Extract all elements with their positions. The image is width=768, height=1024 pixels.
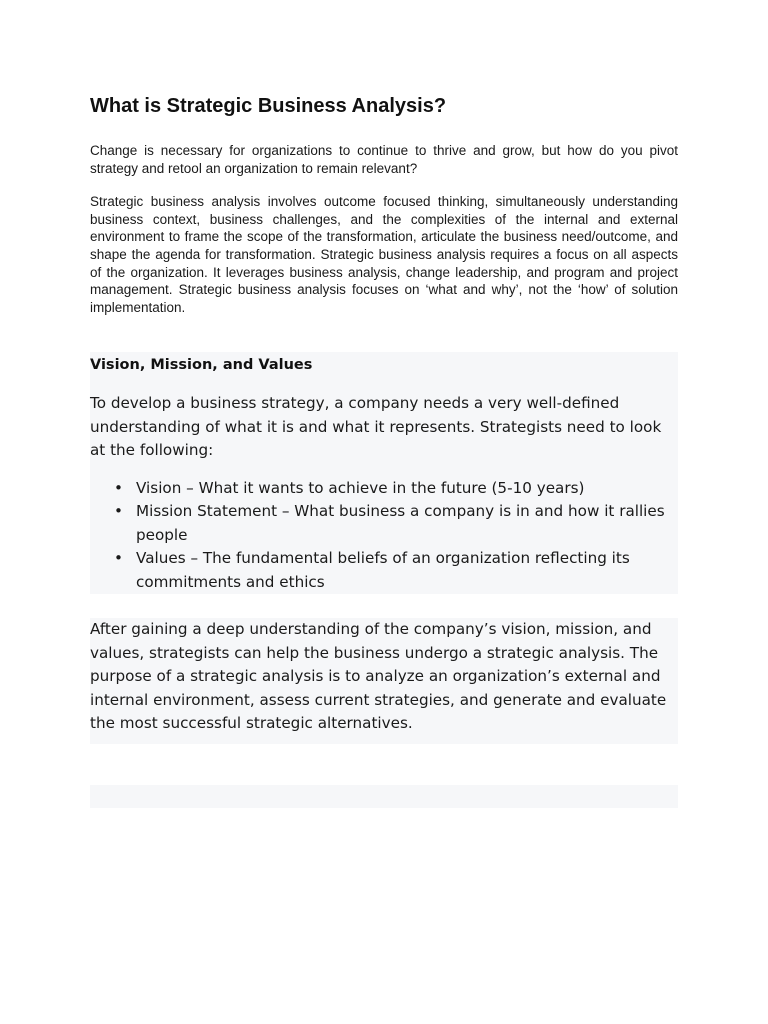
closing-paragraph: After gaining a deep understanding of the company’s vision, mission, and values, strategists can help the business undergo a strategic analysis. The purpose of a strategic analysis is to analyze an organization’s external and internal environment, assess current strategies, and generate and evaluate the most successful strategic alternatives. (90, 620, 667, 732)
bullet-icon: • (114, 549, 123, 567)
bullet-icon: • (114, 502, 123, 520)
closing-block (90, 618, 678, 744)
page-title: What is Strategic Business Analysis? (90, 95, 447, 117)
intro-block (90, 92, 678, 332)
section-lead-paragraph: To develop a business strategy, a company needs a very well-defined understanding of what it is and what it represents. Strategists need to look at the following: (90, 394, 662, 459)
intro-paragraph-2: Strategic business analysis involves outcome focused thinking, simultaneously understanding business context, business challenges, and the complexities of the internal and external environment to frame the scope of the transformation, articulate the business need/outcome, and shape the agenda for transformation. Strategic business analysis requires a focus on all aspects of the organization. It leverages business analysis, change leadership, and program and project management. Strategic business analysis focuses on ‘what and why’, not the ‘how’ of solution implementation. (90, 194, 678, 315)
bullet-list (90, 477, 678, 595)
section-gap (90, 594, 110, 618)
list-item (114, 477, 678, 501)
bullet-icon: • (114, 478, 123, 497)
list-item-text: Mission Statement – What business a company is in and how it rallies people (136, 502, 665, 544)
list-item-text: Vision – What it wants to achieve in the future (5-10 years) (136, 478, 585, 497)
section-shaded-block (90, 352, 678, 594)
empty-shaded-bar (90, 785, 678, 808)
list-item (114, 500, 678, 547)
list-item (114, 547, 678, 594)
list-item-text: Values – The fundamental beliefs of an organization reflecting its commitments and ethics (136, 549, 630, 591)
section-heading: Vision, Mission, and Values (90, 357, 313, 373)
intro-paragraph-1: Change is necessary for organizations to continue to thrive and grow, but how do you pivot strategy and retool an organization to remain relevant? (90, 143, 678, 176)
vision-mission-values-section (90, 352, 678, 744)
